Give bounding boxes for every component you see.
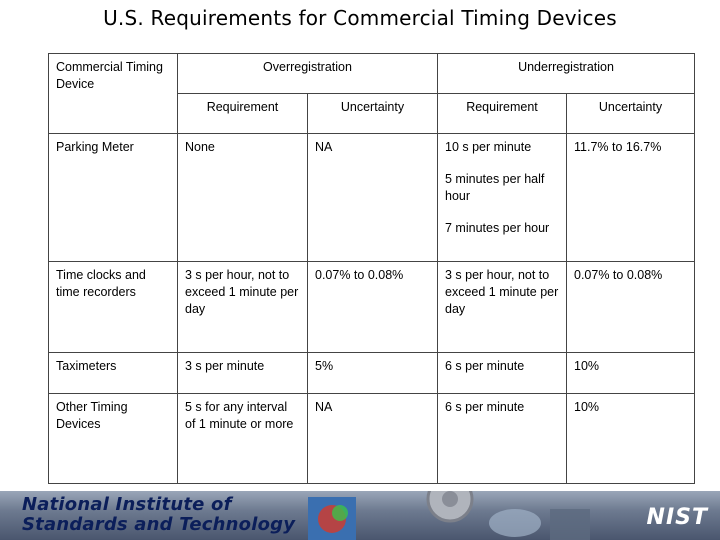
slide-title: U.S. Requirements for Commercial Timing Devices [103,6,617,30]
nist-logo: NIST [646,505,708,530]
over-requirement-header: Requirement [178,94,308,134]
underregistration-header: Underregistration [438,54,695,94]
device-cell: Other Timing Devices [49,394,178,484]
over-uncertainty-cell: 0.07% to 0.08% [308,262,438,353]
under-uncertainty-header: Uncertainty [567,94,695,134]
over-uncertainty-cell: NA [308,394,438,484]
device-cell: Taximeters [49,353,178,394]
banner-image [550,509,590,540]
under-requirement-line: 10 s per minute [445,140,532,154]
over-uncertainty-cell: NA [308,134,438,262]
device-cell: Time clocks and time recorders [49,262,178,353]
over-requirement-cell: 5 s for any interval of 1 minute or more [178,394,308,484]
institute-name-line2: Standards and Technology [22,514,296,535]
under-uncertainty-cell: 11.7% to 16.7% [567,134,695,262]
under-requirement-cell [438,134,567,262]
over-requirement-cell: None [178,134,308,262]
device-cell: Parking Meter [49,134,178,262]
table-row [49,353,695,394]
under-requirement-cell: 6 s per minute [438,353,567,394]
banner-image [332,505,348,521]
table-row [49,134,695,262]
over-uncertainty-header: Uncertainty [308,94,438,134]
over-requirement-cell: 3 s per hour, not to exceed 1 minute per day [178,262,308,353]
footer-banner [0,491,720,540]
under-uncertainty-cell: 10% [567,394,695,484]
institute-name-line1: National Institute of [22,494,232,515]
over-uncertainty-cell: 5% [308,353,438,394]
under-requirement-header: Requirement [438,94,567,134]
under-requirement-cell: 3 s per hour, not to exceed 1 minute per day [438,262,567,353]
under-requirement-cell: 6 s per minute [438,394,567,484]
under-requirement-line: 7 minutes per hour [445,221,550,235]
device-header: Commercial Timing Device [49,54,178,134]
banner-graphics [300,491,620,540]
under-uncertainty-cell: 10% [567,353,695,394]
requirements-table [48,53,695,484]
under-uncertainty-cell: 0.07% to 0.08% [567,262,695,353]
over-requirement-cell: 3 s per minute [178,353,308,394]
table-row [49,262,695,353]
under-requirement-line: 5 minutes per half hour [445,172,545,203]
gear-icon [442,491,458,507]
institute-name [22,495,322,535]
overregistration-header: Overregistration [178,54,438,94]
banner-image [489,509,541,537]
header-row [49,54,695,94]
table-row [49,394,695,484]
